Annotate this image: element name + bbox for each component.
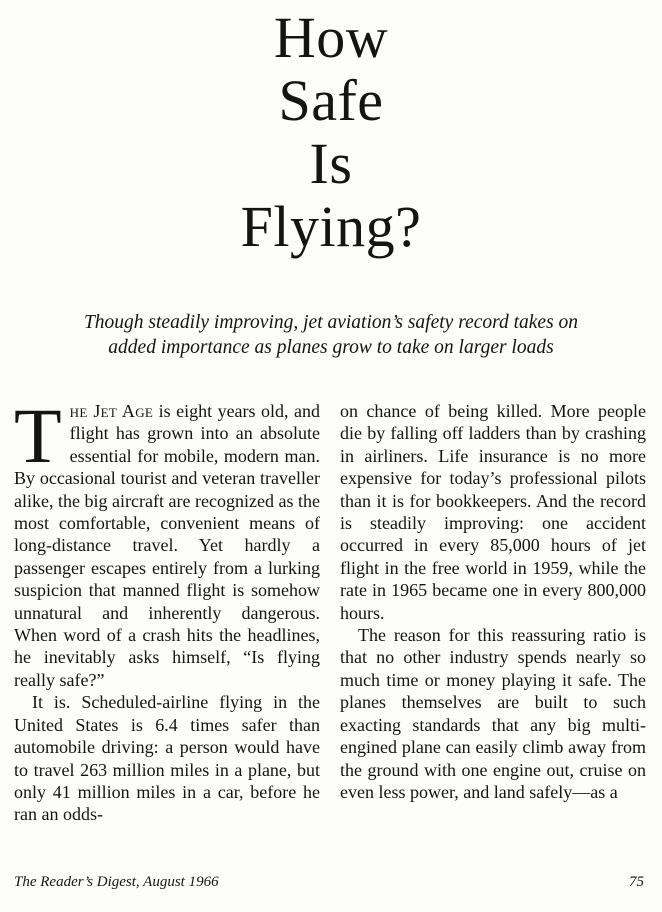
drop-cap: T	[14, 392, 62, 479]
paragraph-1	[14, 392, 320, 691]
article-title	[0, 6, 662, 258]
paragraph-4: The reason for this reassuring ratio is that no other industry spends nearly so much time or money playing it safe. The planes themselves are built to such exacting standards that any big multi-engined plane can easily climb away from the ground with one engine out, cruise on even less power, and land safely—as a	[340, 625, 646, 802]
lead-in-smallcaps: he Jet Age	[69, 401, 154, 421]
article-subtitle	[20, 310, 642, 360]
subtitle-line-1: Though steadily improving, jet aviation’s safety record takes on	[83, 312, 579, 333]
footer-source: The Reader’s Digest, August 1966	[14, 874, 219, 890]
left-column	[14, 392, 320, 826]
subtitle-line-2: added importance as planes grow to take on larger loads	[108, 337, 554, 358]
title-line-2: Safe	[278, 68, 384, 133]
paragraph-2: It is. Scheduled-airline flying in the United States is 6.4 times safer than automobile driving: a person would have to travel 263 million miles in a plane, but only 41 million miles in a car, before he ran an odds-	[14, 692, 320, 825]
title-line-1: How	[273, 5, 389, 70]
paragraph-3: on chance of being killed. More people die by falling off ladders than by crashing in airliners. Life insurance is no more expensive for today’s professional pilots than it is for bookkeepers. And the record is steadily improving: one accident occurred in every 85,000 hours of jet flight in the free world in 1959, while the rate in 1965 became one in every 800,000 hours.	[340, 401, 646, 623]
title-line-4: Flying?	[240, 194, 422, 259]
title-line-3: Is	[309, 131, 353, 196]
paragraph-1-text: is eight years old, and flight has grown into an absolute essential for mobile, modern man. By occasional tourist and veteran traveller alike, the big aircraft are recognized as the most comfortable, convenient means of long-distance travel. Yet hardly a passenger escapes entirely from a lurking suspicion that manned flight is somehow unnatural and inherently dangerous. When word of a crash hits the headlines, he inevitably asks himself, “Is flying really safe?”	[14, 401, 320, 690]
right-column	[340, 400, 646, 803]
page-number: 75	[629, 874, 644, 890]
